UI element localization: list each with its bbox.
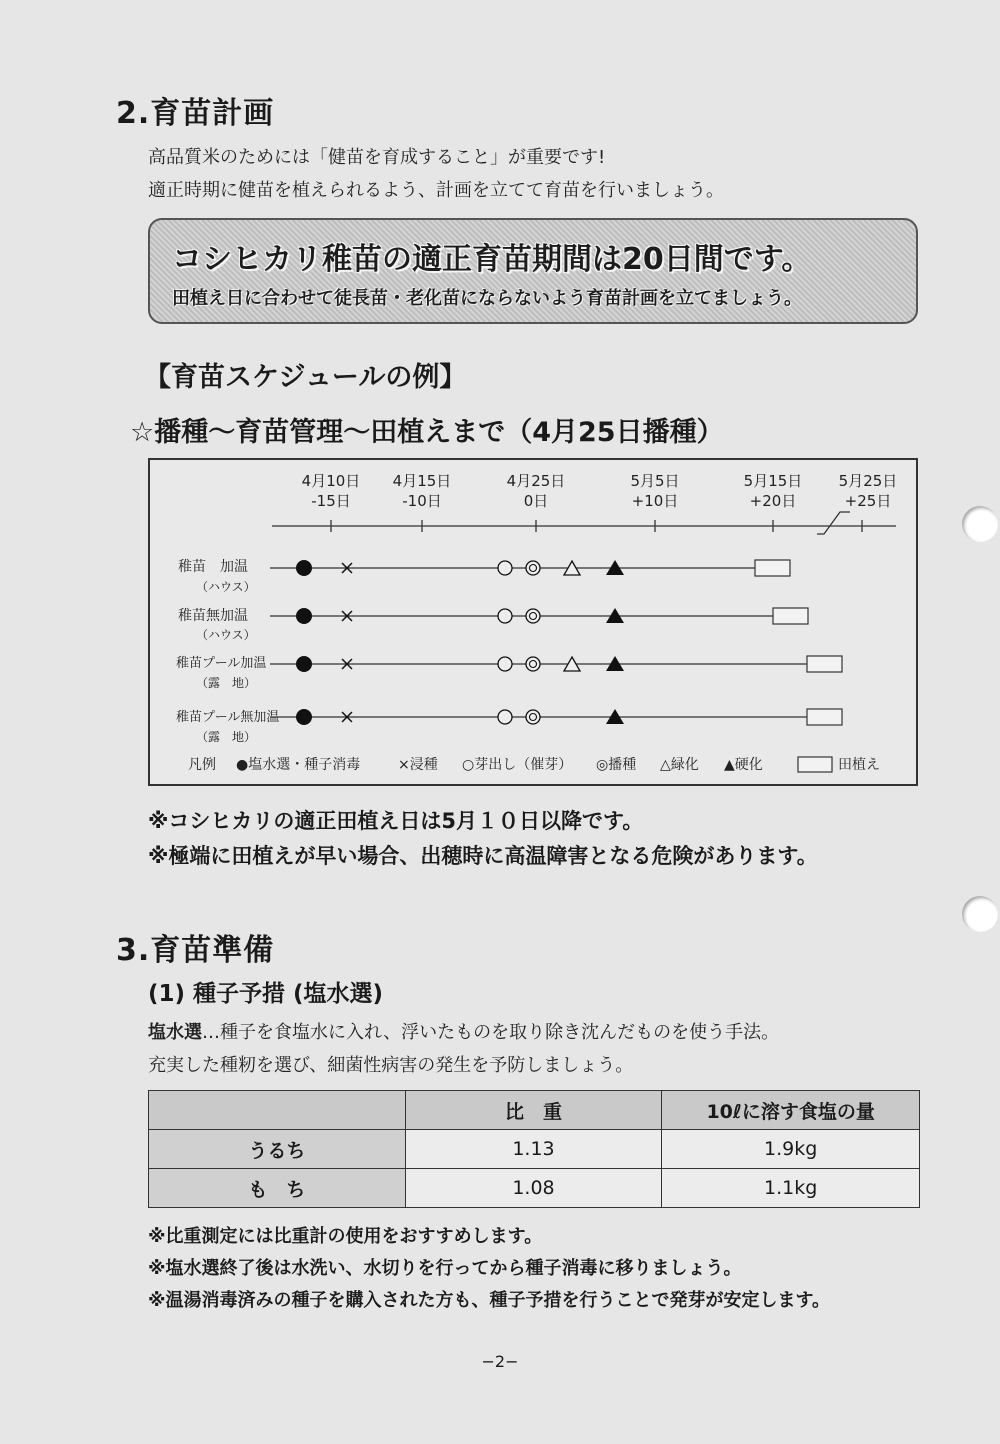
col-offset-3: +10日 — [631, 492, 679, 510]
row-label-1: 稚苗無加温 — [178, 608, 248, 624]
schedule-heading: 【育苗スケジュールの例】 — [144, 362, 467, 393]
legend-harden: ▲硬化 — [724, 757, 763, 773]
table-header-salt: 10ℓに溶す食塩の量 — [662, 1091, 920, 1130]
table-cell-type: も ち — [149, 1169, 406, 1208]
table-cell-gravity: 1.08 — [405, 1169, 662, 1208]
punch-hole-bottom — [962, 896, 998, 932]
col-date-4: 5月15日 — [743, 472, 803, 490]
footnote-2: ※塩水選終了後は水洗い、水切りを行ってから種子消毒に移りましょう。 — [148, 1258, 742, 1279]
row-sub-3: （露 地） — [196, 730, 257, 744]
schedule-subheading: ☆播種～育苗管理～田植えまで（4月25日播種） — [130, 417, 724, 448]
table-cell-salt: 1.1kg — [662, 1169, 920, 1208]
row-line-2 — [270, 656, 842, 672]
marker-sow-0 — [526, 561, 540, 575]
banner-main-text: コシヒカリ稚苗の適正育苗期間は20日間です。 — [172, 242, 812, 277]
col-offset-5: +25日 — [844, 492, 892, 510]
legend-soak: ×浸種 — [398, 757, 438, 773]
legend-salt: ●塩水選・種子消毒 — [236, 757, 361, 773]
legend-transplant-box — [798, 757, 832, 772]
marker-salt-0 — [296, 560, 312, 576]
row-label-3: 稚苗プール無加温 — [176, 710, 280, 725]
timeline-axis — [272, 512, 896, 534]
salt-table — [148, 1090, 920, 1208]
footnote-1: ※比重測定には比重計の使用をおすすめします。 — [148, 1226, 543, 1247]
section2-paragraph-2: 適正時期に健苗を植えられるよう、計画を立てて育苗を行いましょう。 — [148, 180, 724, 201]
col-date-3: 5月5日 — [630, 472, 680, 490]
legend-green: △緑化 — [660, 757, 699, 773]
marker-sow-2 — [526, 657, 540, 671]
banner-sub-text: 田植え日に合わせて徒長苗・老化苗にならないよう育苗計画を立てましょう。 — [172, 288, 802, 309]
table-header-gravity: 比 重 — [405, 1091, 662, 1130]
section3-subheading: (1) 種子予措 (塩水選) — [148, 981, 384, 1007]
table-header-blank — [149, 1091, 406, 1130]
table-row — [149, 1169, 920, 1208]
marker-sow-1 — [526, 609, 540, 623]
section3-desc-2: 充実した種籾を選び、細菌性病害の発生を予防しましょう。 — [148, 1055, 634, 1076]
table-row — [149, 1130, 920, 1169]
row-sub-1: （ハウス） — [196, 628, 256, 642]
marker-sprout-0 — [498, 561, 512, 575]
legend-sprout: ○芽出し（催芽） — [462, 757, 573, 773]
note-1: ※コシヒカリの適正田植え日は5月１０日以降です。 — [148, 809, 644, 833]
marker-sprout-2 — [498, 657, 512, 671]
footnote-3: ※温湯消毒済みの種子を購入された方も、種子予措を行うことで発芽が安定します。 — [148, 1290, 831, 1311]
row-label-2: 稚苗プール加温 — [176, 656, 267, 671]
row-line-3 — [270, 709, 842, 725]
marker-sprout-1 — [498, 609, 512, 623]
col-date-1: 4月15日 — [392, 472, 452, 490]
section3-desc — [148, 1018, 779, 1044]
legend-sow: ◎播種 — [596, 757, 637, 773]
col-date-2: 4月25日 — [506, 472, 566, 490]
row-label-0: 稚苗 加温 — [178, 559, 248, 575]
legend-title: 凡例 — [188, 757, 216, 773]
marker-salt-3 — [296, 709, 312, 725]
col-offset-4: +20日 — [749, 492, 797, 510]
col-date-0: 4月10日 — [301, 472, 361, 490]
marker-sprout-3 — [498, 710, 512, 724]
marker-sow-3 — [526, 710, 540, 724]
col-offset-1: -10日 — [402, 492, 442, 510]
note-2: ※極端に田植えが早い場合、出穂時に高温障害となる危険があります。 — [148, 844, 818, 868]
legend-transplant: 田植え — [838, 757, 880, 773]
section2-heading: 2.育苗計画 — [116, 96, 275, 131]
punch-hole-top — [962, 506, 998, 542]
page-number: −2− — [481, 1352, 519, 1371]
col-date-5: 5月25日 — [838, 472, 898, 490]
col-offset-0: -15日 — [311, 492, 351, 510]
marker-salt-1 — [296, 608, 312, 624]
desc-term: 塩水選 — [148, 1022, 202, 1043]
row-sub-2: （露 地） — [196, 676, 257, 690]
section3-heading: 3.育苗準備 — [116, 933, 275, 968]
marker-salt-2 — [296, 656, 312, 672]
section2-paragraph-1: 高品質米のためには「健苗を育成すること」が重要です! — [148, 147, 606, 168]
table-cell-gravity: 1.13 — [405, 1130, 662, 1169]
table-header-row — [149, 1091, 920, 1130]
schedule-diagram — [148, 458, 918, 786]
table-cell-salt: 1.9kg — [662, 1130, 920, 1169]
col-offset-2: 0日 — [523, 492, 549, 510]
table-cell-type: うるち — [149, 1130, 406, 1169]
row-sub-0: （ハウス） — [196, 580, 256, 594]
desc-text: …種子を食塩水に入れ、浮いたものを取り除き沈んだものを使う手法。 — [202, 1022, 780, 1043]
highlight-banner — [148, 218, 918, 324]
